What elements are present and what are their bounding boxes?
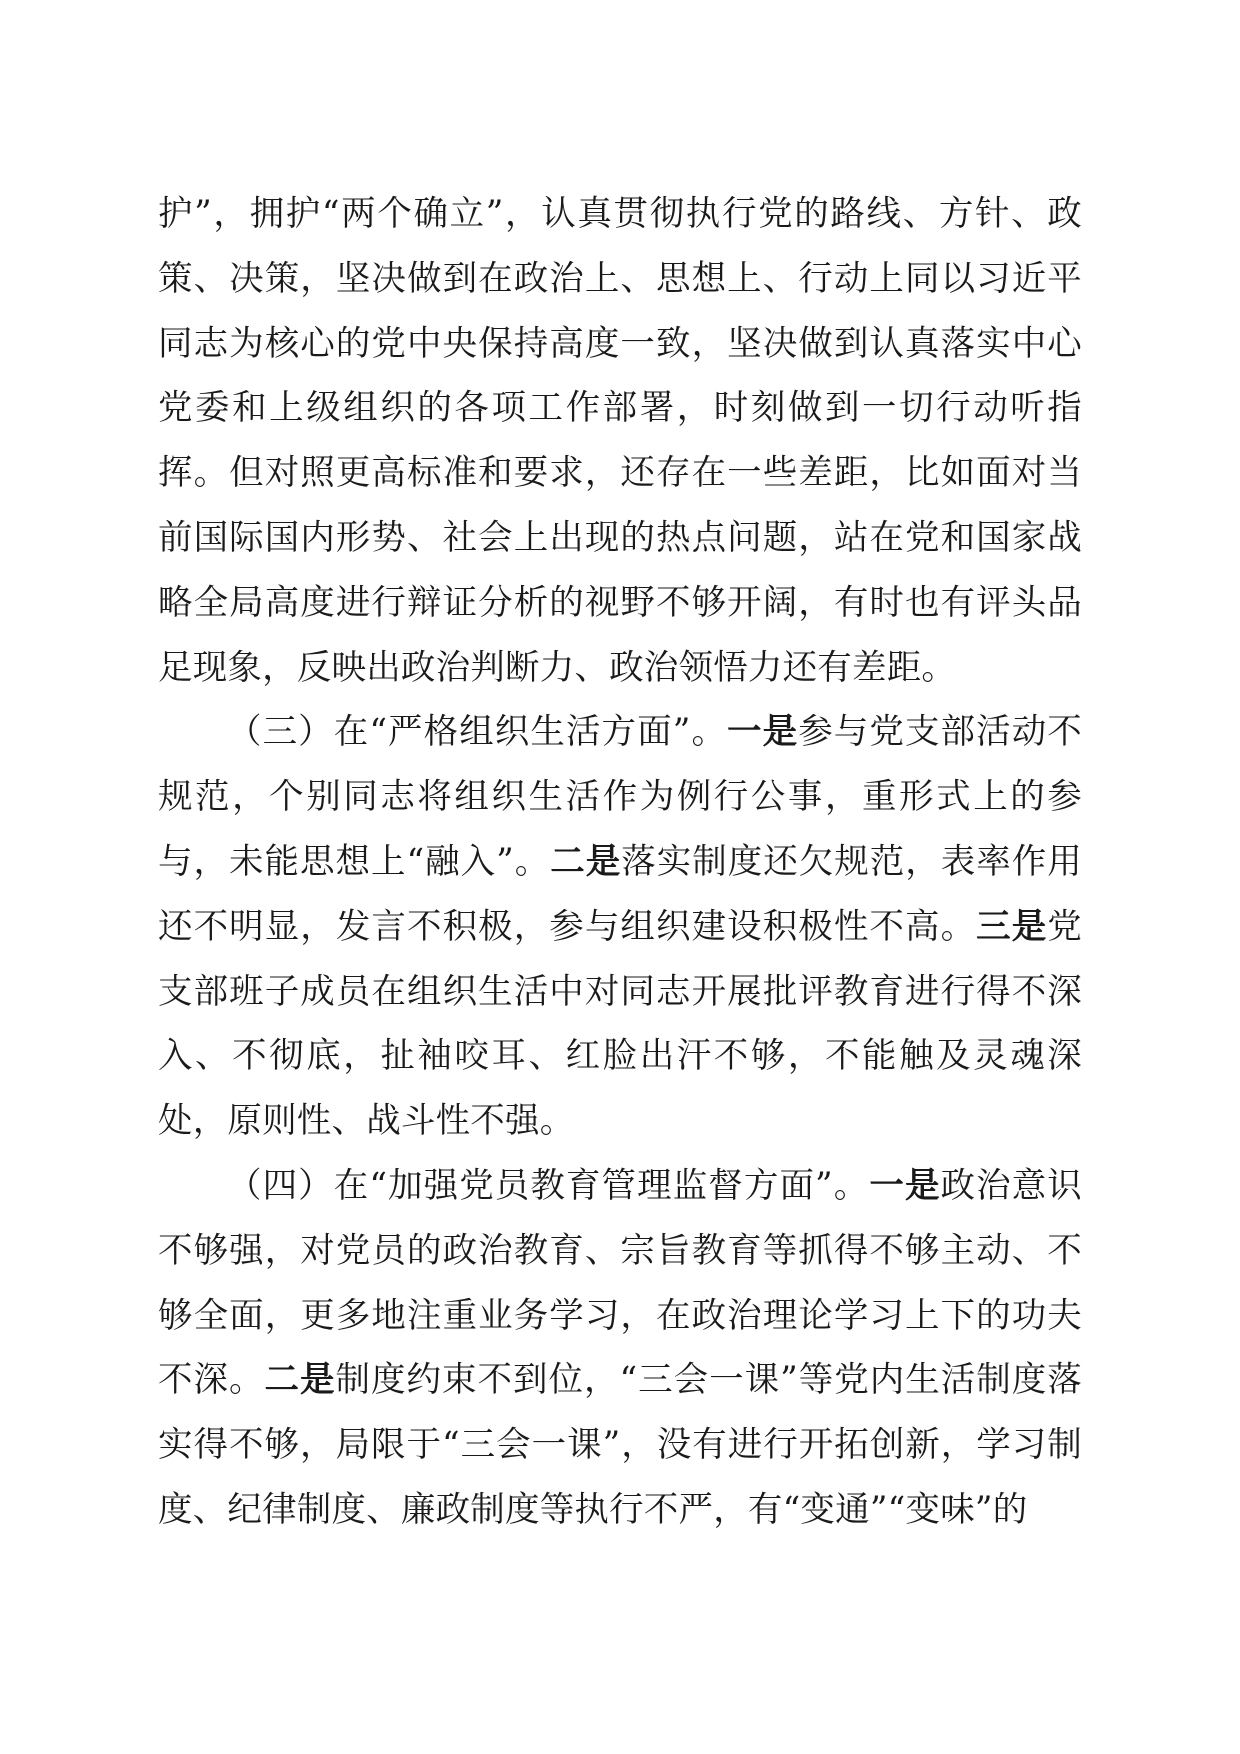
paragraph-continuation <box>158 182 1082 700</box>
section-heading-3: （三）在“严格组织生活方面”。 <box>227 712 728 753</box>
point-marker-2: 二是 <box>264 1360 336 1401</box>
paragraph-section-3 <box>158 700 1082 1154</box>
point-text-2: 落实制度还欠规范，表率作用还不明显，发言不积极，参与组织建设积极性不高。 <box>158 841 1082 947</box>
point-text-1: 政治意识不够强，对党员的政治教育、宗旨教育等抓得不够主动、不够全面，更多地注重业务学习，在政治理论学习上下的功夫不深。 <box>158 1165 1082 1401</box>
point-text-2: 制度约束不到位，“三会一课”等党内生活制度落实得不够，局限于“三会一课”，没有进行开拓创新，学习制度、纪律制度、廉政制度等执行不严，有“变通”“变味”的 <box>158 1360 1082 1530</box>
point-marker-1: 一是 <box>869 1165 941 1206</box>
paragraph-section-4 <box>158 1154 1082 1543</box>
point-marker-3: 三是 <box>976 906 1048 947</box>
document-page <box>158 182 1082 1543</box>
point-marker-1: 一是 <box>727 712 799 753</box>
point-text-1: 参与党支部活动不规范，个别同志将组织生活作为例行公事，重形式上的参与，未能思想上“融入”。 <box>158 712 1082 882</box>
point-marker-2: 二是 <box>550 841 622 882</box>
section-heading-4: （四）在“加强党员教育管理监督方面”。 <box>227 1165 870 1206</box>
point-text-3: 党支部班子成员在组织生活中对同志开展批评教育进行得不深入、不彻底，扯袖咬耳、红脸出汗不够，不能触及灵魂深处，原则性、战斗性不强。 <box>158 906 1082 1142</box>
paragraph-text: 护”，拥护“两个确立”，认真贯彻执行党的路线、方针、政策、决策，坚决做到在政治上、思想上、行动上同以习近平同志为核心的党中央保持高度一致，坚决做到认真落实中心党委和上级组织的各项工作部署，时刻做到一切行动听指挥。但对照更高标准和要求，还存在一些差距，比如面对当前国际国内形势、社会上出现的热点问题，站在党和国家战略全局高度进行辩证分析的视野不够开阔，有时也有评头品足现象，反映出政治判断力、政治领悟力还有差距。 <box>158 194 1082 688</box>
